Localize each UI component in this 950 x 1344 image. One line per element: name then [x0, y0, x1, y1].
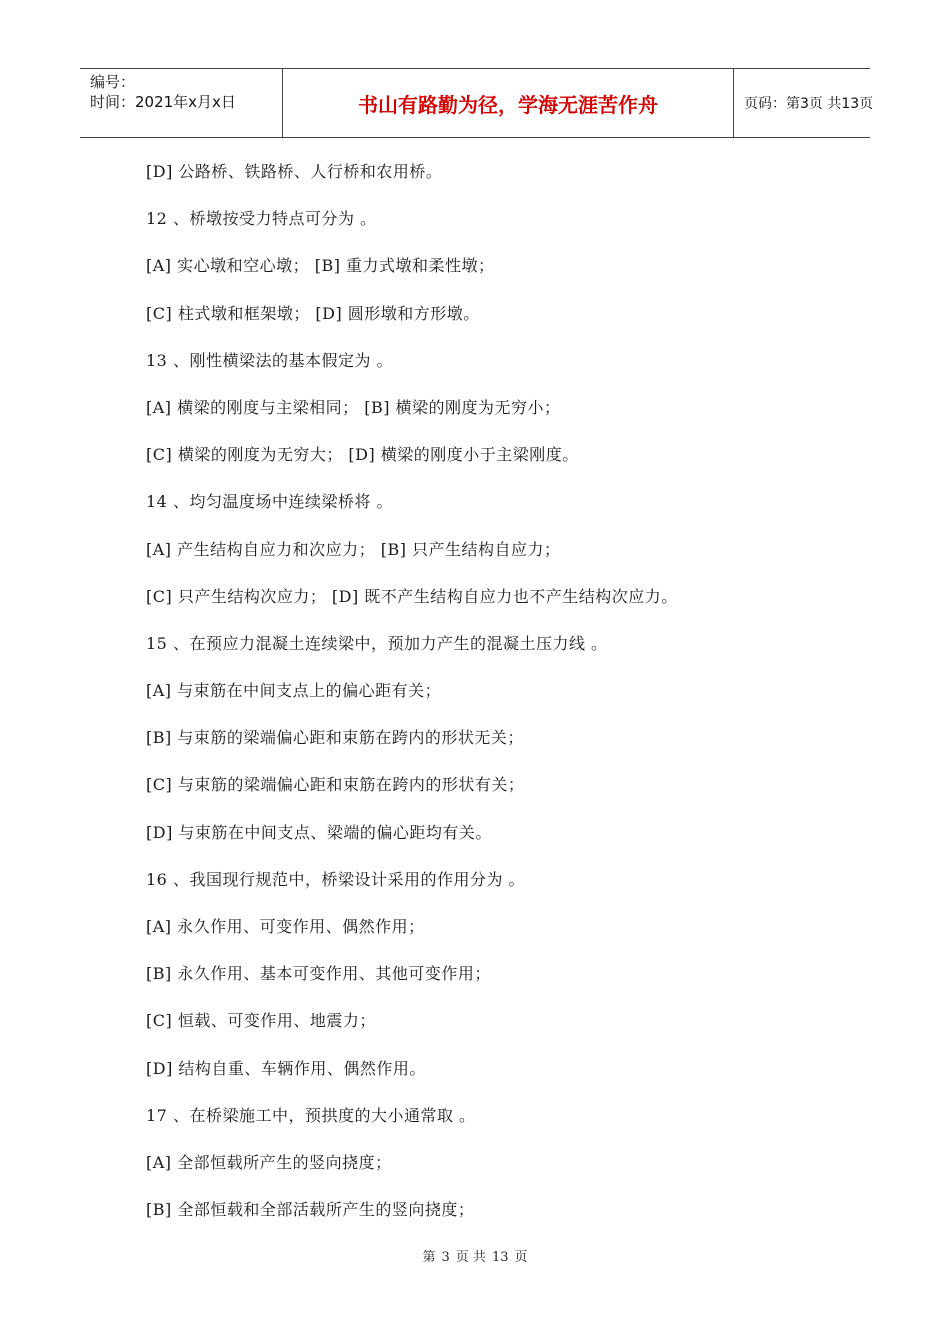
document-number-label: 编号：: [90, 73, 136, 91]
option-15-c: [C] 与束筋的梁端偏心距和束筋在跨内的形状有关；: [146, 775, 525, 795]
options-14-ab: [A] 产生结构自应力和次应力； [B] 只产生结构自应力；: [146, 539, 561, 559]
footer-middle: 页 共: [455, 1250, 486, 1265]
header-meta: [80, 69, 282, 137]
option-16-a: [A] 永久作用、可变作用、偶然作用；: [146, 917, 425, 936]
option-15-d: [D] 与束筋在中间支点、梁端的偏心距均有关。: [146, 822, 492, 842]
footer-prefix: 第: [422, 1250, 436, 1265]
header-motto: 书山有路勤为径，学海无涯苦作舟: [282, 69, 734, 137]
header-page-number: 页码：第3页 共13页: [744, 96, 874, 112]
page-footer: [0, 1246, 950, 1265]
question-17: 17 、在桥梁施工中，预拱度的大小通常取 。: [146, 1105, 476, 1125]
option-15-b: [B] 与束筋的梁端偏心距和束筋在跨内的形状无关；: [146, 728, 524, 748]
document-date-label: 时间：2021年x月x日: [90, 93, 236, 111]
option-16-c: [C] 恒载、可变作用、地震力；: [146, 1011, 376, 1031]
document-body: [146, 148, 846, 1233]
question-12: 12 、桥墩按受力特点可分为 。: [146, 209, 377, 229]
question-14: 14 、均匀温度场中连续梁桥将 。: [146, 492, 394, 512]
options-14-cd: [C] 只产生结构次应力； [D] 既不产生结构自应力也不产生结构次应力。: [146, 586, 678, 606]
question-13: 13 、刚性横梁法的基本假定为 。: [146, 350, 394, 370]
option-16-d: [D] 结构自重、车辆作用、偶然作用。: [146, 1058, 426, 1078]
footer-total-pages: 13: [491, 1250, 509, 1265]
footer-current-page: 3: [441, 1250, 450, 1265]
page-header: [80, 68, 874, 138]
option-17-a: [A] 全部恒载所产生的竖向挠度；: [146, 1152, 392, 1172]
option-15-a: [A] 与束筋在中间支点上的偏心距有关；: [146, 681, 442, 701]
question-16: 16 、我国现行规范中，桥梁设计采用的作用分为 。: [146, 869, 526, 889]
option-17-b: [B] 全部恒载和全部活载所产生的竖向挠度；: [146, 1200, 475, 1220]
question-15: 15 、在预应力混凝土连续梁中，预加力产生的混凝土压力线 。: [146, 633, 608, 653]
options-12-ab: [A] 实心墩和空心墩； [B] 重力式墩和柔性墩；: [146, 256, 495, 276]
options-13-ab: [A] 横梁的刚度与主梁相同； [B] 横梁的刚度为无穷小；: [146, 397, 561, 417]
options-12-cd: [C] 柱式墩和框架墩； [D] 圆形墩和方形墩。: [146, 303, 480, 323]
footer-suffix: 页: [514, 1250, 528, 1265]
option-16-b: [B] 永久作用、基本可变作用、其他可变作用；: [146, 964, 491, 984]
options-13-cd: [C] 横梁的刚度为无穷大； [D] 横梁的刚度小于主梁刚度。: [146, 445, 579, 465]
text-line: [D] 公路桥、铁路桥、人行桥和农用桥。: [146, 162, 443, 181]
